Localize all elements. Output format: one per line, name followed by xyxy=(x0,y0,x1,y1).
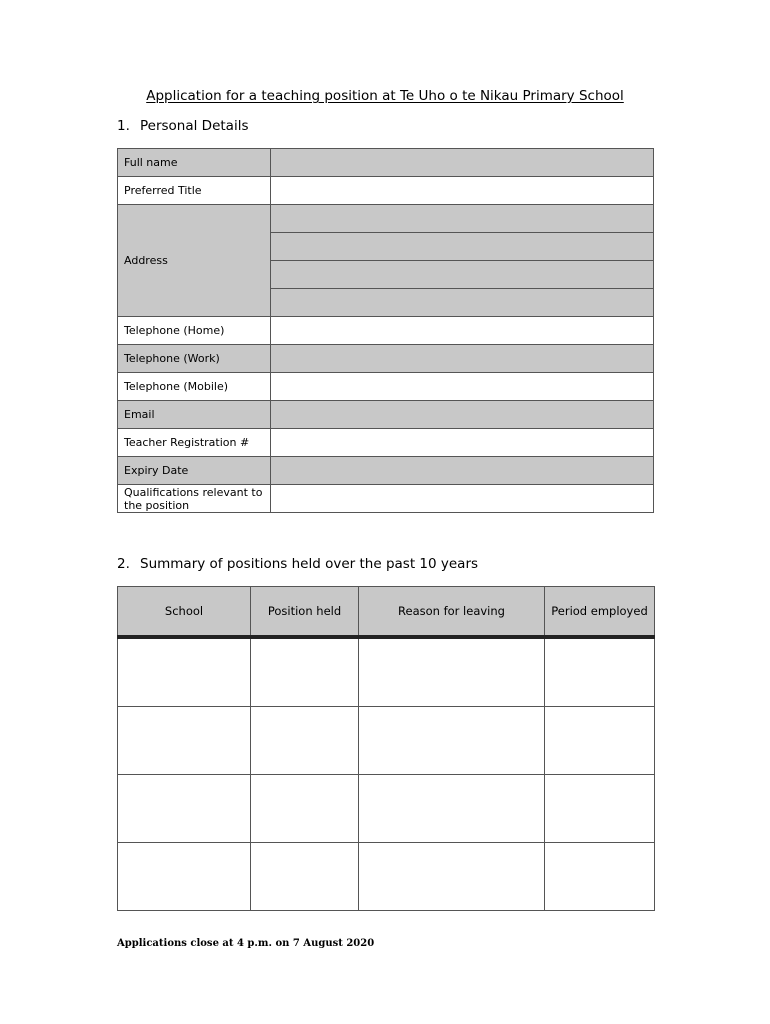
input-expiry-date[interactable] xyxy=(271,457,654,485)
input-address-line-2[interactable] xyxy=(271,233,654,261)
label-telephone-home: Telephone (Home) xyxy=(118,317,271,345)
column-header-position-held: Position held xyxy=(251,587,359,638)
section-1-number: 1. xyxy=(117,118,130,134)
row-teacher-registration xyxy=(118,429,654,457)
input-address-line-4[interactable] xyxy=(271,289,654,317)
row-full-name xyxy=(118,149,654,177)
cell-period-employed[interactable] xyxy=(545,843,655,911)
section-2-heading xyxy=(117,556,478,572)
input-telephone-home[interactable] xyxy=(271,317,654,345)
cell-reason-for-leaving[interactable] xyxy=(359,707,545,775)
positions-header-row xyxy=(118,587,655,638)
cell-period-employed[interactable] xyxy=(545,775,655,843)
row-telephone-work xyxy=(118,345,654,373)
positions-table xyxy=(117,586,655,911)
cell-position-held[interactable] xyxy=(251,843,359,911)
label-qualifications: Qualifications relevant to the position xyxy=(118,485,271,513)
column-header-school: School xyxy=(118,587,251,638)
column-header-reason-for-leaving: Reason for leaving xyxy=(359,587,545,638)
row-telephone-home xyxy=(118,317,654,345)
cell-school[interactable] xyxy=(118,843,251,911)
cell-reason-for-leaving[interactable] xyxy=(359,637,545,707)
input-address-line-3[interactable] xyxy=(271,261,654,289)
column-header-period-employed: Period employed xyxy=(545,587,655,638)
row-email xyxy=(118,401,654,429)
table-row xyxy=(118,843,655,911)
label-telephone-mobile: Telephone (Mobile) xyxy=(118,373,271,401)
row-expiry-date xyxy=(118,457,654,485)
cell-school[interactable] xyxy=(118,775,251,843)
table-row xyxy=(118,637,655,707)
label-telephone-work: Telephone (Work) xyxy=(118,345,271,373)
input-teacher-registration[interactable] xyxy=(271,429,654,457)
form-title: Application for a teaching position at Te Uho o te Nikau Primary School xyxy=(146,88,624,104)
section-1-heading xyxy=(117,118,248,134)
label-expiry-date: Expiry Date xyxy=(118,457,271,485)
personal-details-table xyxy=(117,148,654,513)
label-preferred-title: Preferred Title xyxy=(118,177,271,205)
cell-position-held[interactable] xyxy=(251,637,359,707)
input-preferred-title[interactable] xyxy=(271,177,654,205)
table-row xyxy=(118,775,655,843)
input-full-name[interactable] xyxy=(271,149,654,177)
input-telephone-mobile[interactable] xyxy=(271,373,654,401)
cell-reason-for-leaving[interactable] xyxy=(359,843,545,911)
input-telephone-work[interactable] xyxy=(271,345,654,373)
label-full-name: Full name xyxy=(118,149,271,177)
label-teacher-registration: Teacher Registration # xyxy=(118,429,271,457)
input-address-line-1[interactable] xyxy=(271,205,654,233)
input-email[interactable] xyxy=(271,401,654,429)
row-address xyxy=(118,205,654,233)
section-2-number: 2. xyxy=(117,556,130,572)
cell-school[interactable] xyxy=(118,637,251,707)
input-qualifications[interactable] xyxy=(271,485,654,513)
cell-period-employed[interactable] xyxy=(545,707,655,775)
cell-period-employed[interactable] xyxy=(545,637,655,707)
cell-school[interactable] xyxy=(118,707,251,775)
cell-reason-for-leaving[interactable] xyxy=(359,775,545,843)
section-2-title: Summary of positions held over the past 10 years xyxy=(140,556,479,572)
row-preferred-title xyxy=(118,177,654,205)
row-qualifications xyxy=(118,485,654,513)
section-1-title: Personal Details xyxy=(140,118,249,134)
closing-date-note: Applications close at 4 p.m. on 7 August 2020 xyxy=(117,938,375,949)
cell-position-held[interactable] xyxy=(251,775,359,843)
label-address: Address xyxy=(118,205,271,317)
table-row xyxy=(118,707,655,775)
row-telephone-mobile xyxy=(118,373,654,401)
label-email: Email xyxy=(118,401,271,429)
cell-position-held[interactable] xyxy=(251,707,359,775)
